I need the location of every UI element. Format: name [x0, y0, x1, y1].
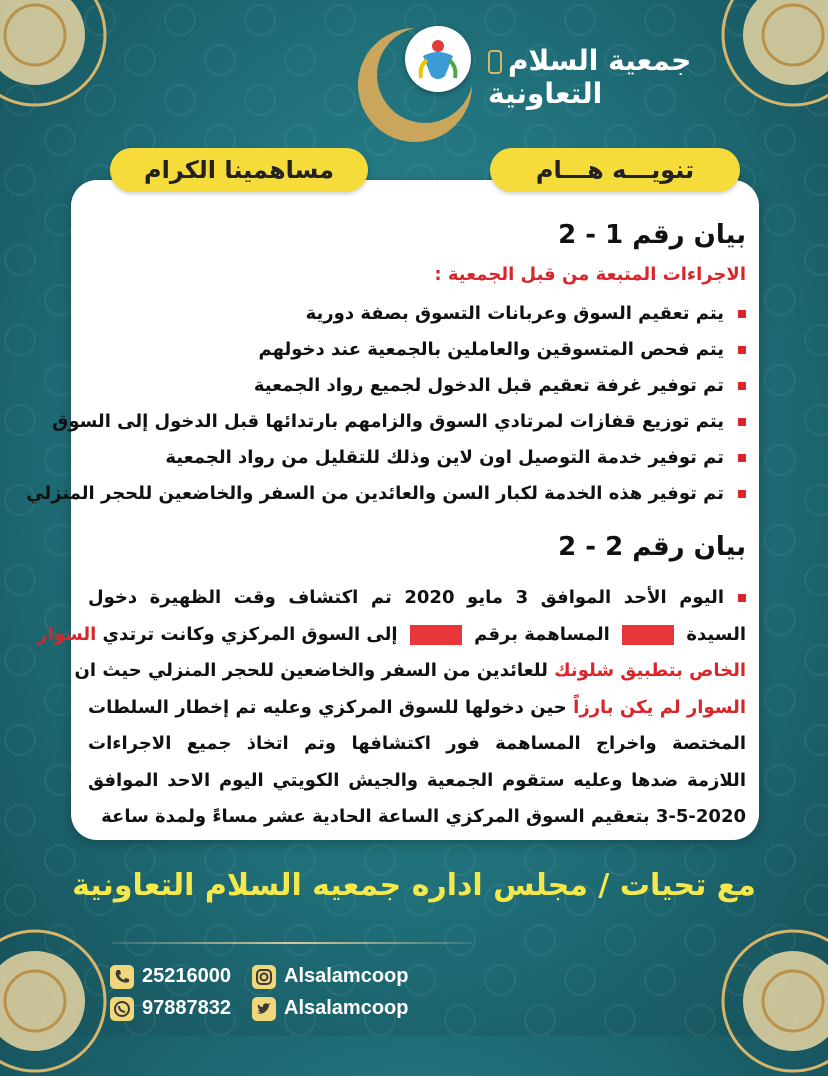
twitter-contact: Alsalamcoop: [252, 994, 408, 1022]
redacted-number: [410, 625, 462, 645]
whatsapp-contact: 97887832: [110, 994, 231, 1022]
procedures-list: [26, 296, 746, 512]
statement-1-subtitle: الاجراءات المتبعة من قبل الجمعية :: [434, 264, 746, 285]
line-text: للعائدين من السفر والخاضعين للحجر المنزلي حيث ان: [74, 660, 548, 681]
paragraph-line-5: المختصة واخراج المساهمة فور اكتشافها وتم اتخاذ جميع الاجراءات: [88, 733, 746, 754]
lantern-icon: [488, 50, 502, 74]
paragraph-line-3: [74, 653, 746, 690]
instagram-icon: [252, 965, 276, 989]
paragraph-line-6: اللازمة ضدها وعليه ستقوم الجمعية والجيش الكويتي اليوم الاحد الموافق: [88, 769, 746, 791]
footer-greeting: مع تحيات / مجلس اداره جمعيه السلام التعاونية: [72, 868, 756, 903]
twitter-icon: [252, 997, 276, 1021]
line-text: حين دخولها للسوق المركزي وعليه تم إخطار السلطات: [88, 696, 567, 718]
list-item: يتم توزيع قفازات لمرتادي السوق والزامهم بارتدائها قبل الدخول إلى السوق: [88, 404, 746, 440]
list-item: يتم تعقيم السوق وعربانات التسوق بصفة دورية: [88, 296, 746, 332]
corner-ornament-bottom-right: [718, 926, 828, 1076]
list-item: يتم فحص المتسوقين والعاملين بالجمعية عند دخولهم: [88, 332, 746, 368]
paragraph-line-1: اليوم الأحد الموافق 3 مايو 2020 تم اكتشاف وقت الظهيرة دخول: [88, 580, 746, 617]
organization-name: جمعية السلام التعاونية: [488, 44, 692, 110]
list-item: تم توفير هذه الخدمة لكبار السن والعائدين من السفر والخاضعين للحجر المنزلي: [88, 476, 746, 512]
statement-1-title: بيان رقم 1 - 2: [558, 220, 746, 250]
list-item: تم توفير خدمة التوصيل اون لاين وذلك للتقليل من رواد الجمعية: [88, 440, 746, 476]
highlight-text: السوار: [37, 623, 97, 645]
highlight-text: السوار لم يكن بارزاً: [573, 696, 746, 718]
corner-ornament-top-left: [0, 0, 110, 110]
redacted-name: [622, 625, 674, 645]
whatsapp-icon: [110, 997, 134, 1021]
shareholders-badge: مساهمينا الكرام: [110, 148, 368, 192]
corner-ornament-bottom-left: [0, 926, 110, 1076]
paragraph-line-7: 3-5-2020 بتعقيم السوق المركزي الساعة الحادية عشر مساءً ولمدة ساعة: [101, 806, 746, 827]
paragraph-line-4: [88, 690, 746, 727]
highlight-text: الخاص بتطبيق شلونك: [554, 660, 746, 681]
statement-2-paragraph: [37, 580, 746, 836]
line-text: إلى السوق المركزي وكانت ترتدي: [102, 623, 398, 645]
line-text: المساهمة برقم: [474, 623, 610, 645]
list-item: تم توفير غرفة تعقيم قبل الدخول لجميع رواد الجمعية: [88, 368, 746, 404]
phone-contact: 25216000: [110, 962, 231, 990]
line-text: السيدة: [686, 623, 746, 645]
phone-icon: [110, 965, 134, 989]
statement-2-title: بيان رقم 2 - 2: [558, 532, 746, 562]
instagram-contact: Alsalamcoop: [252, 962, 408, 990]
paragraph-line-2: [37, 617, 746, 654]
organization-logo: [405, 26, 471, 92]
footer-divider: [112, 942, 472, 944]
notice-badge: تنويـــه هـــام: [490, 148, 740, 192]
